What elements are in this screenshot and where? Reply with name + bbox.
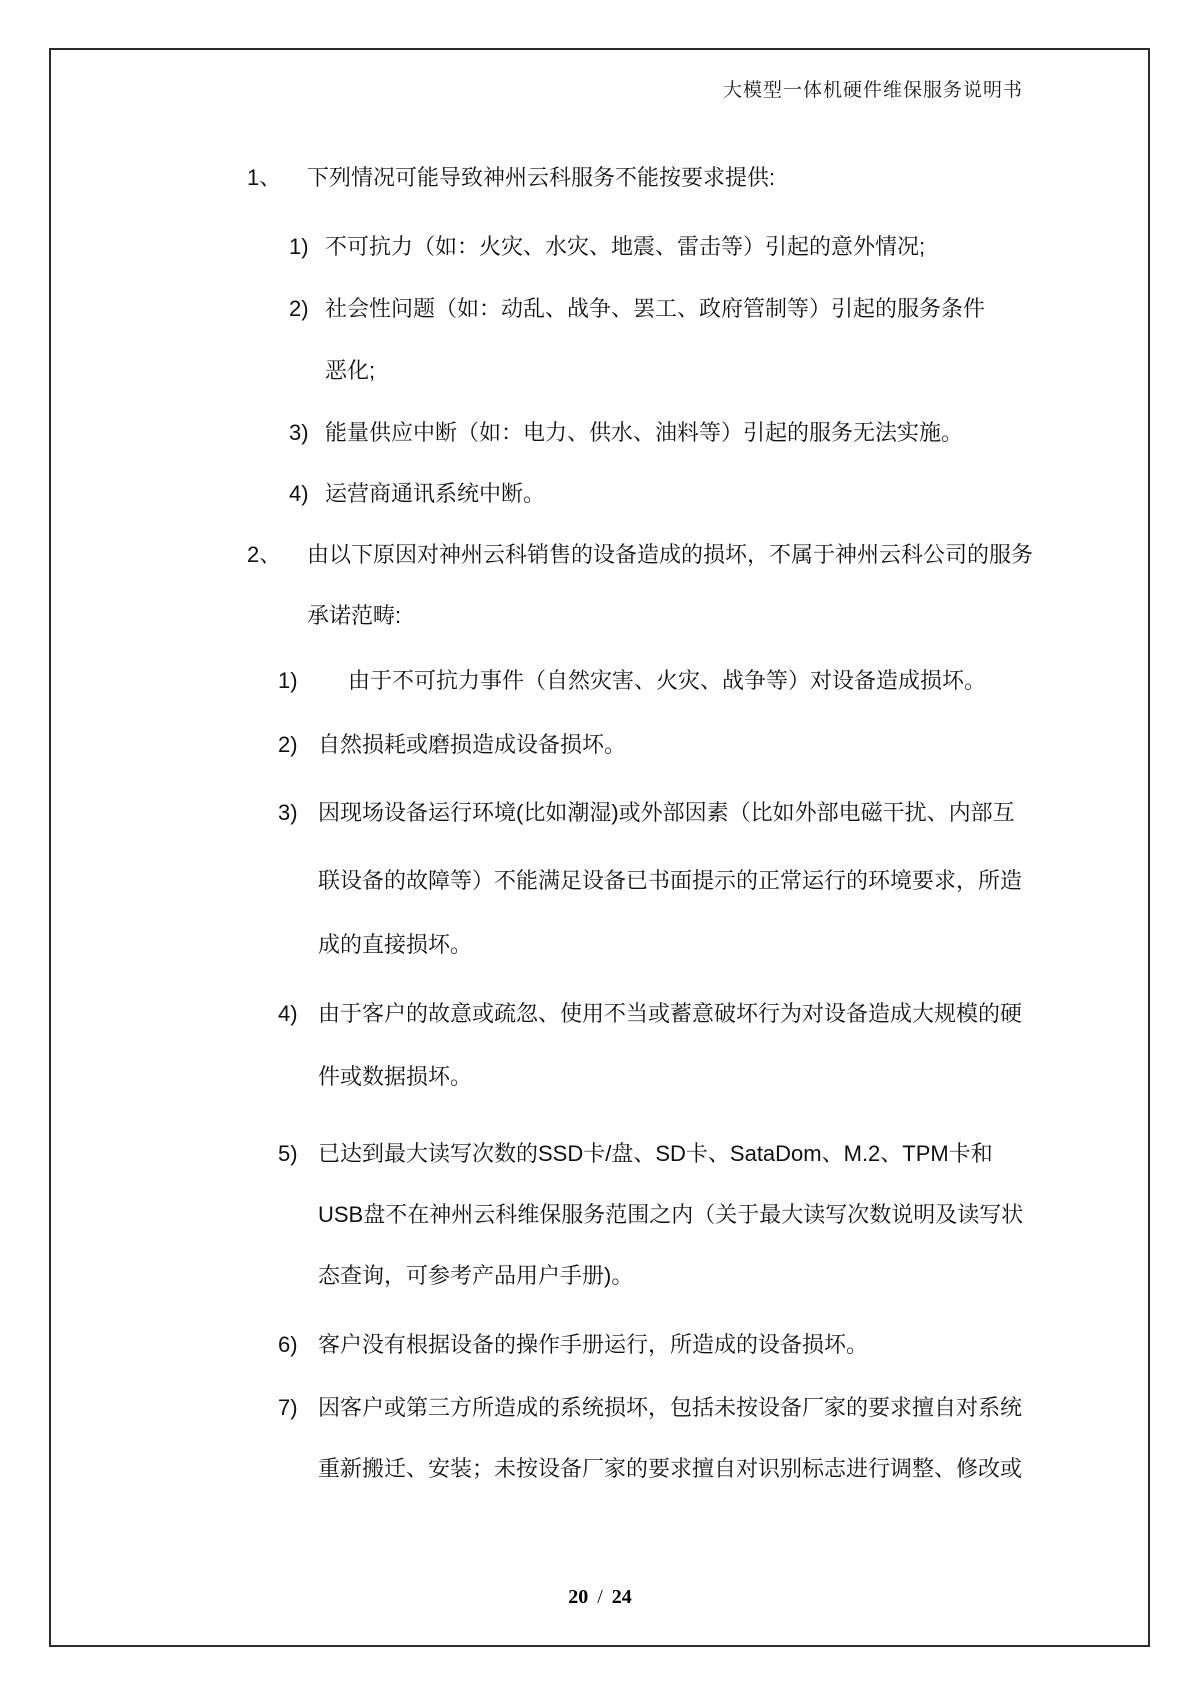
list-item [0,418,1200,448]
list-item [0,294,1200,324]
list-item-text: 运营商通讯系统中断。 [325,481,546,506]
header-title: 大模型一体机硬件维保服务说明书 [722,80,1023,101]
list-item [0,163,1200,193]
page-number-current: 20 [568,1586,589,1608]
list-item-text: 已达到最大读写次数的SSD卡/盘、SD卡、SataDom、M.2、TPM卡和 [318,1141,993,1166]
list-item-number: 1、 [247,165,282,190]
list-item-continuation [0,1200,1200,1230]
list-item-text: 成的直接损坏。 [318,932,473,957]
list-item-number: 4) [278,1001,298,1026]
list-item-text: 因客户或第三方所造成的系统损坏，包括未按设备厂家的要求擅自对系统 [318,1395,1023,1420]
page-number-separator: / [597,1586,603,1608]
list-item-continuation [0,601,1200,631]
list-item-text: 态查询，可参考产品用户手册)。 [318,1263,634,1288]
list-item-number: 2) [289,296,309,321]
list-item [0,999,1200,1029]
list-item-continuation [0,930,1200,960]
list-item-number: 6) [278,1332,298,1357]
page-footer [0,1583,1200,1611]
list-item-text: 恶化; [325,358,376,383]
list-item [0,798,1200,828]
page-number-total: 24 [611,1586,632,1608]
list-item [0,666,1200,696]
list-item [0,1139,1200,1169]
list-item-text: 客户没有根据设备的操作手册运行，所造成的设备损坏。 [318,1332,869,1357]
list-item [0,479,1200,509]
list-item-continuation [0,1261,1200,1291]
list-item-text: 下列情况可能导致神州云科服务不能按要求提供: [307,165,776,190]
list-item-number: 2) [278,732,298,757]
list-item [0,232,1200,262]
list-item-text: 联设备的故障等）不能满足设备已书面提示的正常运行的环境要求，所造 [318,868,1023,893]
list-item-continuation [0,866,1200,896]
list-item-number: 2、 [247,542,282,567]
list-item-number: 1) [289,234,309,259]
list-item [0,730,1200,760]
list-item-number: 1) [278,668,298,693]
list-item-continuation [0,1062,1200,1092]
list-item-continuation [0,1454,1200,1484]
list-item-text: 由于客户的故意或疏忽、使用不当或蓄意破坏行为对设备造成大规模的硬 [318,1001,1023,1026]
list-item [0,1330,1200,1360]
list-item-text: 因现场设备运行环境(比如潮湿)或外部因素（比如外部电磁干扰、内部互 [318,800,1015,825]
list-item-text: 由于不可抗力事件（自然灾害、火灾、战争等）对设备造成损坏。 [348,668,987,693]
list-item-text: 自然损耗或磨损造成设备损坏。 [318,732,627,757]
list-item-text: USB盘不在神州云科维保服务范围之内（关于最大读写次数说明及读写状 [318,1202,1024,1227]
list-item [0,540,1200,570]
list-item-continuation [0,356,1200,386]
list-item-number: 5) [278,1141,298,1166]
list-item-text: 件或数据损坏。 [318,1064,473,1089]
list-item-text: 由以下原因对神州云科销售的设备造成的损坏，不属于神州云科公司的服务 [307,542,1034,567]
list-item-text: 能量供应中断（如：电力、供水、油料等）引起的服务无法实施。 [325,420,964,445]
list-item-number: 3) [278,800,298,825]
list-item-text: 不可抗力（如：火灾、水灾、地震、雷击等）引起的意外情况; [325,234,926,259]
list-item-text: 承诺范畴: [307,603,402,628]
list-item-number: 4) [289,481,309,506]
list-item-number: 3) [289,420,309,445]
list-item-number: 7) [278,1395,298,1420]
list-item-text: 重新搬迁、安装；未按设备厂家的要求擅自对识别标志进行调整、修改或 [318,1456,1023,1481]
list-item-text: 社会性问题（如：动乱、战争、罢工、政府管制等）引起的服务条件 [325,296,986,321]
list-item [0,1393,1200,1423]
